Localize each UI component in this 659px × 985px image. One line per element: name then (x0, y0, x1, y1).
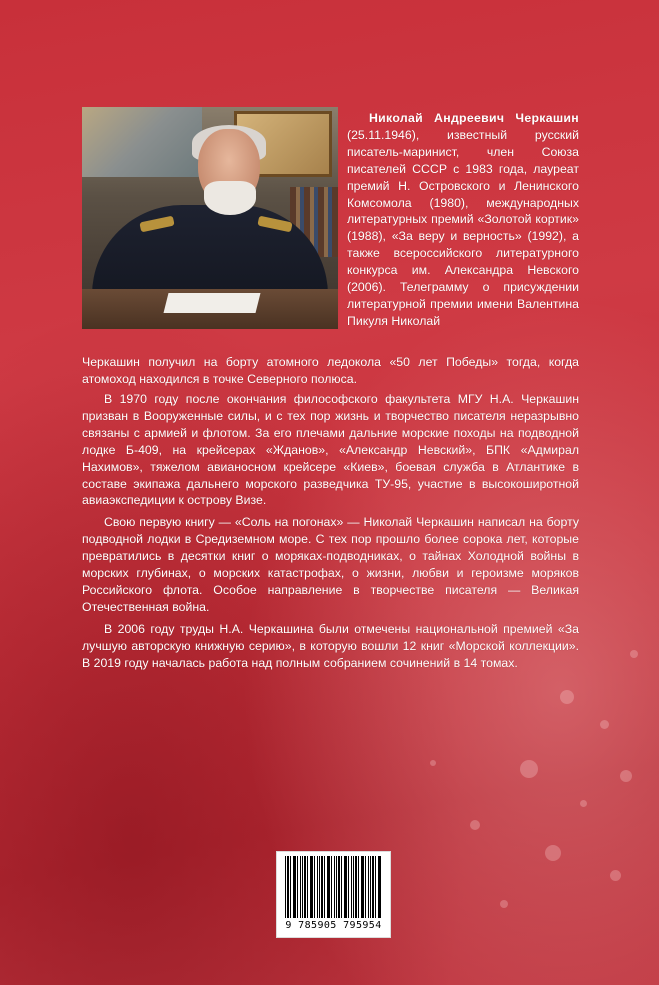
bio-paragraph: В 1970 году после окончания философского факультета МГУ Н.А. Черкашин призван в Вооруженные силы, и с тех пор жизнь и творчество писателя неразрывно связаны с армией и флотом. За его плечами дальние морские походы на подводной лодке Б-409, на крейсерах «Жданов», «Александр Невский», БПК «Адмирал Нахимов», тяжелом авианосном крейсере «Киев», боевая служба в Атлантике в составе экипажа дальнего морского разведчика ТУ-95, участие в высокоширотной авиаэкспедиции к острову Визе. (82, 392, 579, 508)
bokeh-light (600, 720, 609, 729)
isbn-barcode (276, 851, 391, 938)
bio-paragraph: В 2006 году труды Н.А. Черкашина были отмечены национальной премией «За лучшую авторскую книжную серию», в которую вошли 12 книг «Морской коллекции». В 2019 году началась работа над полным собранием сочинений в 14 томах. (82, 621, 579, 670)
bokeh-light (560, 690, 574, 704)
bokeh-light (630, 650, 638, 658)
bokeh-light (545, 845, 561, 861)
author-name: Николай Андреевич Черкашин (369, 111, 579, 125)
author-bio-continuation (82, 354, 579, 388)
open-book (164, 293, 261, 313)
isbn-digits: 9 785905 795954 (285, 920, 382, 931)
bokeh-light (580, 800, 587, 807)
wall-map (82, 107, 202, 177)
bokeh-light (610, 870, 621, 881)
bokeh-light (520, 760, 538, 778)
author-intro-text: (25.11.1946), известный русский писатель-маринист, член Союза писателей СССР с 1983 года, лауреат премий Н. Островского и Ленинского Комсомола (1980), международных литературных премий «Золотой кортик» (1988), «За веру и верность» (1992), а также всероссийского литературного конкурса им. Александра Невского (2006). Телеграмму о присуждении литературной премии имени Валентина Пикуля Николай (347, 127, 579, 328)
bokeh-light (430, 760, 436, 766)
bokeh-light (470, 820, 480, 830)
author-bio-intro (347, 110, 579, 330)
bio-paragraph: Свою первую книгу — «Соль на погонах» — Николай Черкашин написал на борту подводной лодки в Средиземном море. С тех пор прошло более сорока лет, которые превратились в десятки книг о моряках-подводниках, о тайнах Холодной войны в морских глубинах, о морских катастрофах, о жизни, любви и героизме моряков Российского флота. Особое направление в творчестве писателя — Великая Отечественная война. (82, 515, 579, 614)
bio-paragraphs (82, 391, 579, 677)
author-beard (204, 181, 256, 215)
author-photo (82, 107, 338, 329)
barcode-bars (285, 856, 382, 918)
bokeh-light (500, 900, 508, 908)
author-intro-continuation: Черкашин получил на борту атомного ледокола «50 лет Победы» тогда, когда атомоход находился в точке Северного полюса. (82, 355, 579, 386)
bokeh-light (620, 770, 632, 782)
